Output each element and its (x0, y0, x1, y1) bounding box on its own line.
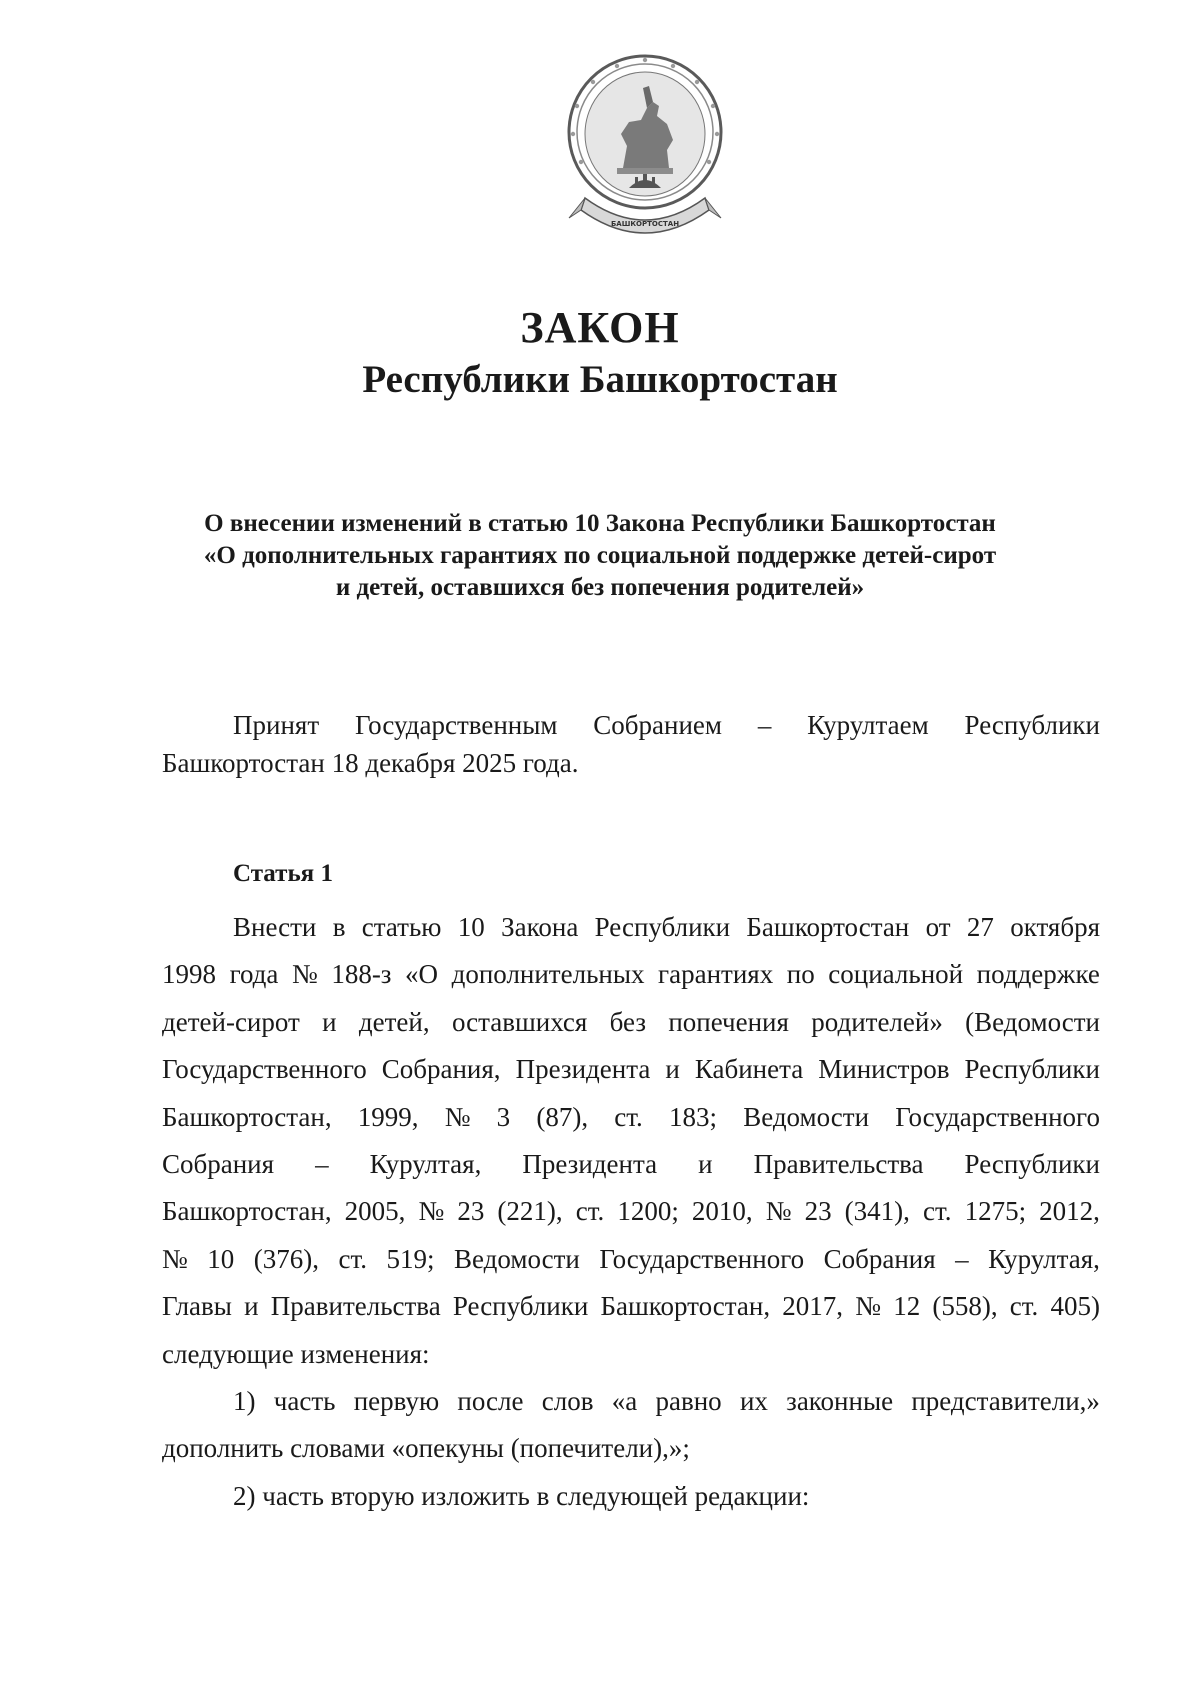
law-heading (150, 508, 1050, 604)
word: слов (541, 1385, 594, 1416)
word: года (229, 959, 279, 990)
word: Государственным (354, 710, 558, 740)
amendment-item-1-line: дополнить словами «опекуны (попечители),»; (162, 1433, 690, 1464)
coat-of-arms-emblem (563, 50, 728, 248)
word: 183; (668, 1101, 717, 1132)
word: и (665, 1054, 680, 1085)
word: Республики (964, 710, 1100, 740)
word: № (855, 1291, 881, 1322)
word: гарантиях (658, 959, 774, 990)
paragraph-line (162, 1094, 1100, 1141)
word: Правительства (270, 1291, 441, 1322)
word: Башкортостан, (162, 1101, 332, 1132)
paragraph-line (162, 1141, 1100, 1188)
word: детей-сирот (162, 1006, 300, 1037)
adoption-statement (162, 706, 1100, 782)
word: 23 (457, 1196, 485, 1227)
word: Правительства (753, 1148, 924, 1179)
word: Президента (522, 1148, 658, 1179)
word: Собрания, (381, 1054, 501, 1085)
law-title: ЗАКОН (520, 303, 680, 352)
word: Главы (162, 1291, 232, 1322)
paragraph-line (162, 1188, 1100, 1235)
word: Собранием (593, 710, 722, 740)
word: статью (361, 912, 442, 942)
article-1-body (162, 904, 1100, 1520)
word: после (457, 1385, 524, 1416)
word: № (444, 1101, 471, 1132)
word: родителей» (811, 1006, 943, 1037)
paragraph-line (162, 1236, 1100, 1283)
word: Кабинета (694, 1054, 804, 1085)
heading-line: О внесении изменений в статью 10 Закона Республики Башкортостан (204, 510, 996, 537)
word: и (322, 1006, 337, 1037)
word: Закона (501, 912, 579, 942)
word: Собрания (823, 1243, 936, 1274)
paragraph-line (162, 904, 1100, 951)
word: – (757, 710, 772, 740)
word: Курултая, (988, 1243, 1100, 1274)
word: ст. (614, 1101, 643, 1132)
word: 405) (1050, 1291, 1100, 1322)
word: ст. (575, 1196, 605, 1227)
word: ст. (922, 1196, 952, 1227)
word: № (291, 959, 318, 990)
word: 2017, (782, 1291, 844, 1322)
word: от (925, 912, 951, 942)
word: Республики (594, 912, 731, 942)
word: Курултая, (369, 1148, 482, 1179)
word: Республики (964, 1148, 1100, 1179)
word: детей, (358, 1006, 430, 1037)
word: (558), (932, 1291, 998, 1322)
emblem-ribbon-text: БАШКОРТОСТАН (610, 220, 680, 228)
word: ст. (1009, 1291, 1039, 1322)
word: законные (786, 1385, 894, 1416)
word: часть (273, 1385, 336, 1416)
word: № (765, 1196, 792, 1227)
paragraph-line (162, 951, 1100, 998)
paragraph-line (162, 999, 1100, 1046)
word: Собрания (162, 1148, 275, 1179)
word: Республики (452, 1291, 589, 1322)
word: – (315, 1148, 329, 1179)
word: Министров (818, 1054, 950, 1085)
word: (Ведомости (965, 1006, 1100, 1037)
adoption-line-1 (162, 706, 1100, 744)
word: Ведомости (454, 1243, 580, 1274)
paragraph-line (162, 1046, 1100, 1093)
word: (221), (497, 1196, 563, 1227)
word: 2010, (691, 1196, 753, 1227)
word: в (332, 912, 346, 942)
word: Ведомости (743, 1101, 870, 1132)
word: 2005, (344, 1196, 406, 1227)
word: Башкортостан (746, 912, 910, 942)
word: и (244, 1291, 259, 1322)
heading-line: «О дополнительных гарантиях по социальной поддержке детей-сирот (203, 542, 997, 569)
word: без (609, 1006, 647, 1037)
amendment-item-2: 2) часть вторую изложить в следующей редакции: (233, 1480, 810, 1511)
heading-line: и детей, оставшихся без попечения родителей» (335, 574, 865, 601)
word: Государственного (162, 1054, 367, 1085)
word: ст. (338, 1243, 368, 1274)
word: социальной (828, 959, 964, 990)
word: 12 (893, 1291, 921, 1322)
word: оставшихся (451, 1006, 588, 1037)
word: Башкортостан, (162, 1196, 332, 1227)
amendment-item-1-line (162, 1378, 1100, 1425)
word: 23 (804, 1196, 832, 1227)
word: 10 (457, 912, 485, 942)
word: № (418, 1196, 445, 1227)
word: (376), (253, 1243, 319, 1274)
word: дополнительных (451, 959, 645, 990)
word: (341), (844, 1196, 910, 1227)
word: представители,» (911, 1385, 1100, 1416)
word: «а (611, 1385, 638, 1416)
word: Республики (964, 1054, 1100, 1085)
word: 3 (496, 1101, 511, 1132)
word: Президента (515, 1054, 651, 1085)
word: – (955, 1243, 969, 1274)
word: Курултаем (807, 710, 929, 740)
word: попечения (668, 1006, 789, 1037)
word: 188-з (331, 959, 392, 990)
word: по (786, 959, 815, 990)
word: 1999, (357, 1101, 419, 1132)
word: их (739, 1385, 768, 1416)
word: Государственного (895, 1101, 1100, 1132)
word: 27 (966, 912, 994, 942)
paragraph-line (162, 1283, 1100, 1330)
word: 1200; (617, 1196, 679, 1227)
word: 1) (233, 1385, 256, 1416)
word: «О (405, 959, 439, 990)
word: Внести (233, 912, 317, 942)
word: Башкортостан, (600, 1291, 771, 1322)
article-1-title: Статья 1 (233, 860, 333, 887)
word: 10 (207, 1243, 235, 1274)
word: Государственного (599, 1243, 805, 1274)
word: Принят (233, 710, 320, 740)
paragraph-line: следующие изменения: (162, 1338, 430, 1369)
word: 2012, (1039, 1196, 1100, 1227)
word: равно (655, 1385, 722, 1416)
word: первую (353, 1385, 440, 1416)
word: и (698, 1148, 713, 1179)
word: № (162, 1243, 188, 1274)
word: поддержке (976, 959, 1100, 990)
word: 519; (386, 1243, 435, 1274)
word: (87), (536, 1101, 589, 1132)
adoption-line-2: Башкортостан 18 декабря 2025 года. (162, 748, 579, 778)
word: 1275; (964, 1196, 1027, 1227)
law-subtitle: Республики Башкортостан (362, 358, 838, 401)
word: октября (1010, 912, 1100, 942)
word: 1998 (162, 959, 216, 990)
